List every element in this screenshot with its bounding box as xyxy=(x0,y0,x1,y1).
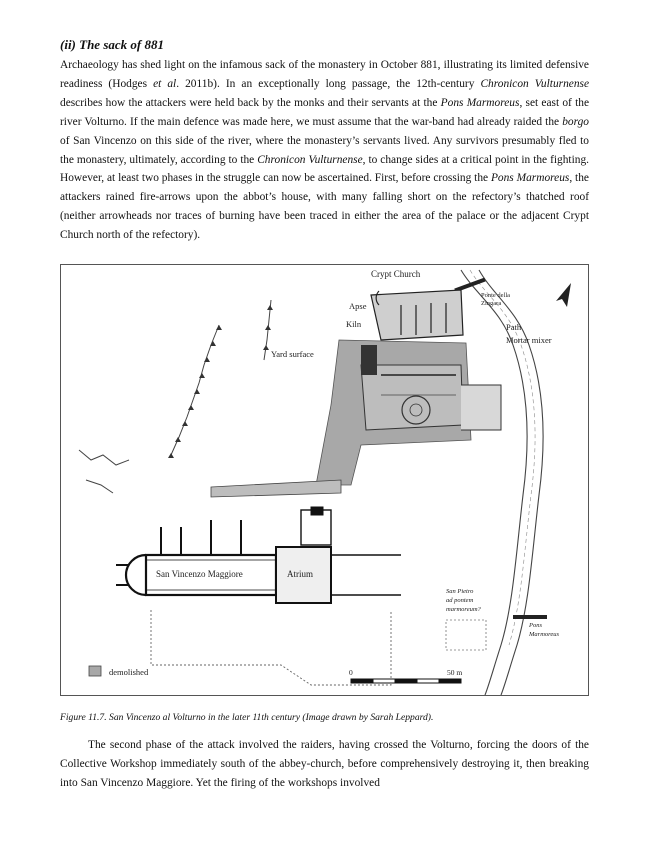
figure-caption: Figure 11.7. San Vincenzo al Volturno in the later 11th century (Image drawn by Sarah Leppard). xyxy=(60,712,434,723)
arrowhead-markers xyxy=(168,305,273,458)
label-pons-marmoreus-2: Marmoreus xyxy=(529,631,560,638)
text-run: , to change sides at a critical point in the fighting. However, at least two phases in the struggle can now be ascertained. First, before crossing the xyxy=(60,153,589,185)
scale-bar xyxy=(351,679,461,683)
river-thread xyxy=(470,270,535,645)
text-run: describes how the attackers were held back by the monks and their servants at the xyxy=(60,96,441,109)
italic-run: Chronicon Vulturnense xyxy=(480,77,590,90)
label-san-pietro-2: ad pontem xyxy=(446,597,474,604)
label-san-vincenzo-maggiore: San Vincenzo Maggiore xyxy=(156,569,243,579)
italic-run: Pons Marmoreus xyxy=(490,172,570,185)
pons-marmoreus-bridge xyxy=(513,615,547,619)
collective-workshop-strip xyxy=(211,480,341,497)
text-run: . 2011b). In an exceptionally long passage, the 12th-century xyxy=(176,77,481,90)
label-mortar-mixer: Mortar mixer xyxy=(506,335,552,345)
italic-run: Pons Marmoreus xyxy=(440,96,520,109)
site-plan-drawing xyxy=(61,265,588,695)
crypt-church-complex xyxy=(371,290,463,340)
legend-demolished-label: demolished xyxy=(109,667,149,677)
north-arrow-icon xyxy=(556,283,571,307)
label-san-pietro: San Pietro xyxy=(446,588,474,595)
label-ponte-della-zingara: Ponte della xyxy=(481,292,511,299)
ancillary-buildings-dashed xyxy=(151,610,391,685)
text-run: , set east of the river Volturno. If the main defence was made here, we must assume that the war-band had already raided the xyxy=(60,96,590,128)
paragraph-second-phase: The second phase of the attack involved the raiders, having crossed the Volturno, forcing the doors of the Collective Workshop immediately south of the abbey-church, before comprehensively destroying it, then breaking into San Vincenzo Maggiore. Yet the firing of the workshops involved xyxy=(60,739,589,789)
san-pietro-outline xyxy=(446,620,486,650)
river-west-bank xyxy=(461,270,527,695)
paragraph-sack-of-881 xyxy=(60,56,589,245)
san-vincenzo-maggiore-plan xyxy=(116,507,401,603)
label-atrium: Atrium xyxy=(287,569,313,579)
label-san-pietro-3: marmoreum? xyxy=(446,606,481,613)
label-yard-surface: Yard surface xyxy=(271,349,314,359)
italic-run: et al xyxy=(153,77,177,90)
text-run: Archaeology has shed light on the infamous sack of the monastery in October 881, illustrating its limited defensive readiness (Hodges xyxy=(60,59,589,90)
label-ponte-della-zingara-2: Zingara xyxy=(481,300,502,307)
legend-demolished-swatch xyxy=(89,666,101,676)
scale-label-zero: 0 xyxy=(349,668,353,677)
label-crypt-church: Crypt Church xyxy=(371,269,421,279)
label-path: Path xyxy=(506,322,522,332)
arrowhead-scatter xyxy=(79,300,271,493)
kiln-block xyxy=(361,345,377,375)
section-heading: (ii) The sack of 881 xyxy=(60,37,164,52)
italic-run: borgo xyxy=(562,115,589,128)
label-pons-marmoreus: Pons xyxy=(529,622,542,629)
italic-run: Chronicon Vulturnense xyxy=(257,153,363,166)
site-plan-figure xyxy=(60,264,589,696)
text-run: of San Vincenzo on this side of the river, where the monastery’s servants lived. Any survivors presumably fled to the monastery, ultimately, according to the xyxy=(60,134,589,166)
label-kiln: Kiln xyxy=(346,319,362,329)
east-rooms xyxy=(461,385,501,430)
label-apse: Apse xyxy=(349,301,367,311)
scale-label-fifty: 50 m xyxy=(447,668,463,677)
text-run: , the attackers rained fire-arrows upon the abbot’s house, with many falling short on the refectory’s thatched roof (neither arrowheads nor traces of burning have been traced in either the area of the palace or the adjacent Crypt Church north of the refectory). xyxy=(60,172,589,242)
